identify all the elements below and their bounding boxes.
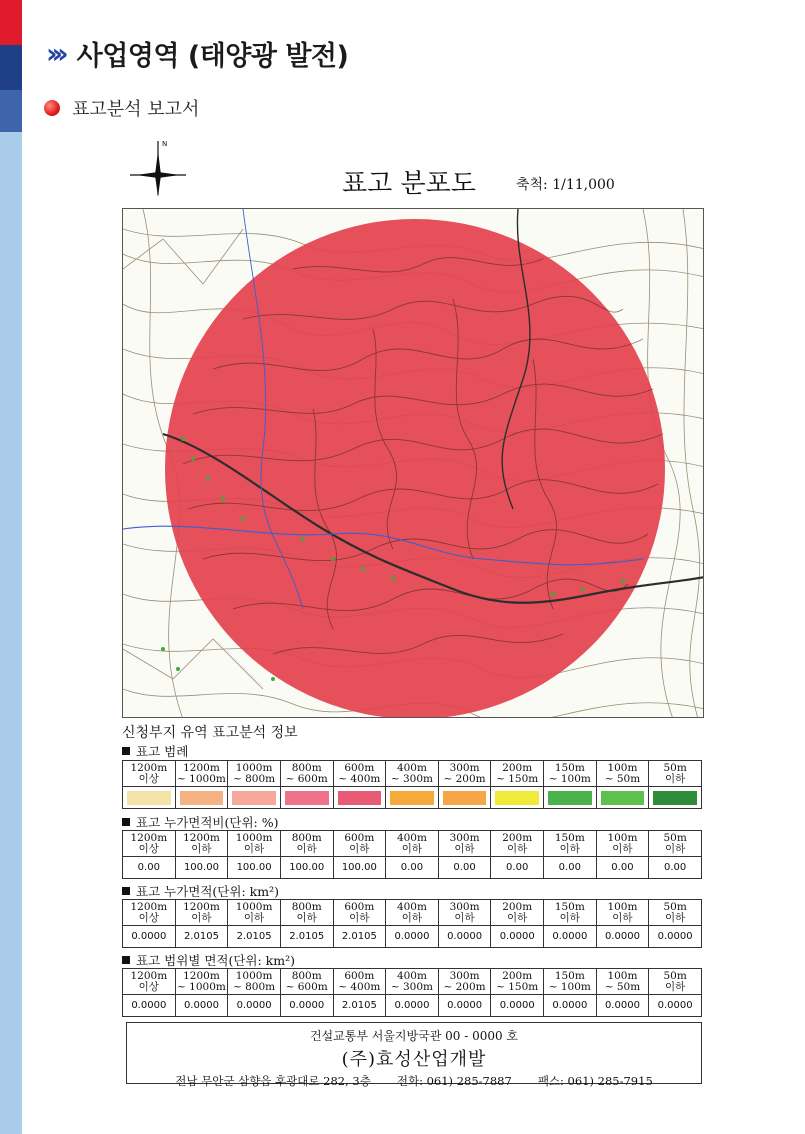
legend-color-cell bbox=[280, 787, 333, 809]
ratio-header-cell: 600m 이하 bbox=[333, 831, 386, 857]
legend-header-cell: 1200m ~ 1000m bbox=[177, 761, 226, 785]
cumulative-ratio-table bbox=[122, 830, 702, 879]
legend-color-cell bbox=[386, 787, 439, 809]
cumulative-ratio-title-text: 표고 누가면적비(단위: %) bbox=[136, 815, 279, 830]
legend-color-swatch bbox=[495, 791, 539, 805]
map-scale: 축척: 1/11,000 bbox=[516, 177, 615, 193]
range-value-cell: 0.0000 bbox=[544, 995, 597, 1017]
section-header bbox=[44, 95, 199, 121]
range-value-cell: 0.0000 bbox=[491, 995, 544, 1017]
ratio-header-cell: 400m 이하 bbox=[386, 831, 439, 857]
range-value-cell: 0.0000 bbox=[175, 995, 228, 1017]
legend-color-swatch bbox=[548, 791, 592, 805]
square-bullet-icon bbox=[122, 818, 130, 826]
north-label: N bbox=[162, 140, 168, 148]
area-value-cell: 0.0000 bbox=[386, 926, 439, 948]
legend-header-cell: 1000m ~ 800m bbox=[228, 761, 281, 787]
ratio-header-cell: 150m 이하 bbox=[544, 831, 597, 857]
cumulative-area-table bbox=[122, 899, 702, 948]
ratio-value-cell: 0.00 bbox=[386, 857, 439, 879]
ratio-value-cell: 100.00 bbox=[228, 857, 281, 879]
left-edge-bar bbox=[0, 0, 22, 1134]
ratio-header-cell: 800m 이하 bbox=[280, 831, 333, 857]
ratio-header-cell: 300m 이하 bbox=[438, 831, 491, 857]
range-header-cell: 1200m ~ 1000m bbox=[177, 969, 226, 993]
company-phone: 전화: 061) 285-7887 bbox=[396, 1074, 512, 1088]
legend-color-cell bbox=[228, 787, 281, 809]
area-value-cell: 0.0000 bbox=[649, 926, 702, 948]
company-name: (주)효성산업개발 bbox=[341, 1049, 487, 1070]
area-header-cell: 1000m 이하 bbox=[228, 900, 281, 926]
range-area-title-text: 표고 범위별 면적(단위: km²) bbox=[136, 953, 295, 968]
legend-color-swatch bbox=[601, 791, 645, 805]
square-bullet-icon bbox=[122, 747, 130, 755]
range-value-cell: 2.0105 bbox=[333, 995, 386, 1017]
area-header-cell: 300m 이하 bbox=[438, 900, 491, 926]
legend-color-cell bbox=[649, 787, 702, 809]
range-value-cell: 0.0000 bbox=[649, 995, 702, 1017]
range-header-cell: 200m ~ 150m bbox=[491, 969, 544, 995]
registration-number: 건설교통부 서울지방국관 00 - 0000 호 bbox=[309, 1029, 519, 1043]
section-subtitle: 표고분석 보고서 bbox=[72, 99, 200, 120]
page-title: 사업영역 (태양광 발전) bbox=[76, 41, 349, 72]
legend-header-cell: 50m 이하 bbox=[649, 761, 702, 787]
legend-table bbox=[122, 760, 702, 809]
ratio-value-cell: 100.00 bbox=[175, 857, 228, 879]
area-header-cell: 1200m 이하 bbox=[175, 900, 228, 926]
legend-title-text: 표고 범례 bbox=[136, 744, 189, 759]
ratio-header-cell: 1200m 이상 bbox=[123, 831, 176, 857]
legend-header-cell: 300m ~ 200m bbox=[438, 761, 491, 787]
legend-color-cell bbox=[438, 787, 491, 809]
legend-header-cell: 200m ~ 150m bbox=[491, 761, 544, 787]
range-value-cell: 0.0000 bbox=[228, 995, 281, 1017]
contact-line bbox=[127, 1073, 701, 1089]
legend-color-swatch bbox=[232, 791, 276, 805]
range-value-cell: 0.0000 bbox=[123, 995, 176, 1017]
ratio-value-cell: 0.00 bbox=[596, 857, 649, 879]
company-fax: 팩스: 061) 285-7915 bbox=[537, 1074, 653, 1088]
range-value-cell: 0.0000 bbox=[280, 995, 333, 1017]
ratio-value-cell: 100.00 bbox=[333, 857, 386, 879]
range-header-cell: 100m ~ 50m bbox=[596, 969, 649, 995]
company-footer bbox=[126, 1022, 702, 1088]
legend-header-cell: 800m ~ 600m bbox=[280, 761, 333, 787]
range-header-cell: 150m ~ 100m bbox=[544, 969, 597, 995]
range-header-cell: 800m ~ 600m bbox=[280, 969, 333, 995]
legend-color-swatch bbox=[390, 791, 434, 805]
area-header-cell: 600m 이하 bbox=[333, 900, 386, 926]
ratio-value-cell: 0.00 bbox=[491, 857, 544, 879]
square-bullet-icon bbox=[122, 887, 130, 895]
range-header-cell: 50m 이하 bbox=[649, 969, 702, 995]
legend-color-cell bbox=[544, 787, 597, 809]
info-title: 신청부지 유역 표고분석 정보 bbox=[122, 725, 298, 741]
ratio-header-cell: 1000m 이하 bbox=[228, 831, 281, 857]
double-chevron-icon: ››› bbox=[46, 37, 63, 70]
area-header-cell: 100m 이하 bbox=[596, 900, 649, 926]
legend-header-cell: 150m ~ 100m bbox=[544, 761, 597, 787]
elevation-map bbox=[122, 208, 704, 718]
area-header-cell: 800m 이하 bbox=[280, 900, 333, 926]
ratio-value-cell: 0.00 bbox=[438, 857, 491, 879]
area-value-cell: 2.0105 bbox=[333, 926, 386, 948]
legend-header-cell: 100m ~ 50m bbox=[596, 761, 649, 787]
legend-color-cell bbox=[596, 787, 649, 809]
range-header-cell: 1200m 이상 bbox=[123, 969, 176, 995]
ratio-value-cell: 100.00 bbox=[280, 857, 333, 879]
range-header-cell: 300m ~ 200m bbox=[438, 969, 491, 995]
legend-header-cell: 1200m 이상 bbox=[123, 761, 176, 787]
area-value-cell: 2.0105 bbox=[228, 926, 281, 948]
legend-color-swatch bbox=[285, 791, 329, 805]
ratio-header-cell: 50m 이하 bbox=[649, 831, 702, 857]
area-header-cell: 50m 이하 bbox=[649, 900, 702, 926]
map-heading: 표고 분포도 bbox=[342, 169, 476, 199]
ratio-value-cell: 0.00 bbox=[649, 857, 702, 879]
ratio-value-cell: 0.00 bbox=[123, 857, 176, 879]
area-value-cell: 0.0000 bbox=[596, 926, 649, 948]
area-value-cell: 0.0000 bbox=[123, 926, 176, 948]
area-value-cell: 0.0000 bbox=[491, 926, 544, 948]
area-value-cell: 0.0000 bbox=[438, 926, 491, 948]
range-value-cell: 0.0000 bbox=[438, 995, 491, 1017]
ratio-value-cell: 0.00 bbox=[544, 857, 597, 879]
cumulative-area-title-text: 표고 누가면적(단위: km²) bbox=[136, 884, 279, 899]
edge-band-blue bbox=[0, 90, 22, 132]
legend-color-cell bbox=[333, 787, 386, 809]
ratio-header-cell: 200m 이하 bbox=[491, 831, 544, 857]
legend-color-swatch bbox=[127, 791, 171, 805]
legend-color-swatch bbox=[180, 791, 224, 805]
legend-color-swatch bbox=[653, 791, 697, 805]
range-area-table bbox=[122, 968, 702, 1017]
area-value-cell: 0.0000 bbox=[544, 926, 597, 948]
area-header-cell: 150m 이하 bbox=[544, 900, 597, 926]
topographic-map-image bbox=[123, 209, 704, 718]
north-arrow-icon bbox=[128, 137, 188, 197]
area-header-cell: 200m 이하 bbox=[491, 900, 544, 926]
legend-header-cell: 400m ~ 300m bbox=[386, 761, 439, 787]
edge-band-red bbox=[0, 0, 22, 45]
cumulative-ratio-title bbox=[122, 813, 278, 831]
legend-color-cell bbox=[123, 787, 176, 809]
page-header bbox=[46, 34, 348, 73]
ratio-header-cell: 1200m 이하 bbox=[175, 831, 228, 857]
area-header-cell: 400m 이하 bbox=[386, 900, 439, 926]
area-value-cell: 2.0105 bbox=[280, 926, 333, 948]
legend-color-swatch bbox=[443, 791, 487, 805]
range-header-cell: 400m ~ 300m bbox=[386, 969, 439, 995]
area-header-cell: 1200m 이상 bbox=[123, 900, 176, 926]
range-header-cell: 1000m ~ 800m bbox=[228, 969, 281, 995]
square-bullet-icon bbox=[122, 956, 130, 964]
legend-color-cell bbox=[175, 787, 228, 809]
company-address: 전남 무안군 삼향읍 후광대로 282, 3층 bbox=[175, 1074, 371, 1088]
red-bullet-icon bbox=[44, 100, 60, 116]
legend-title bbox=[122, 742, 188, 760]
range-header-cell: 600m ~ 400m bbox=[333, 969, 386, 995]
range-area-title bbox=[122, 951, 295, 969]
range-value-cell: 0.0000 bbox=[386, 995, 439, 1017]
ratio-header-cell: 100m 이하 bbox=[596, 831, 649, 857]
range-value-cell: 0.0000 bbox=[596, 995, 649, 1017]
legend-color-cell bbox=[491, 787, 544, 809]
legend-header-cell: 600m ~ 400m bbox=[333, 761, 386, 787]
area-value-cell: 2.0105 bbox=[175, 926, 228, 948]
edge-band-navy bbox=[0, 45, 22, 90]
legend-color-swatch bbox=[338, 791, 382, 805]
cumulative-area-title bbox=[122, 882, 279, 900]
analysis-area-circle bbox=[165, 219, 665, 718]
